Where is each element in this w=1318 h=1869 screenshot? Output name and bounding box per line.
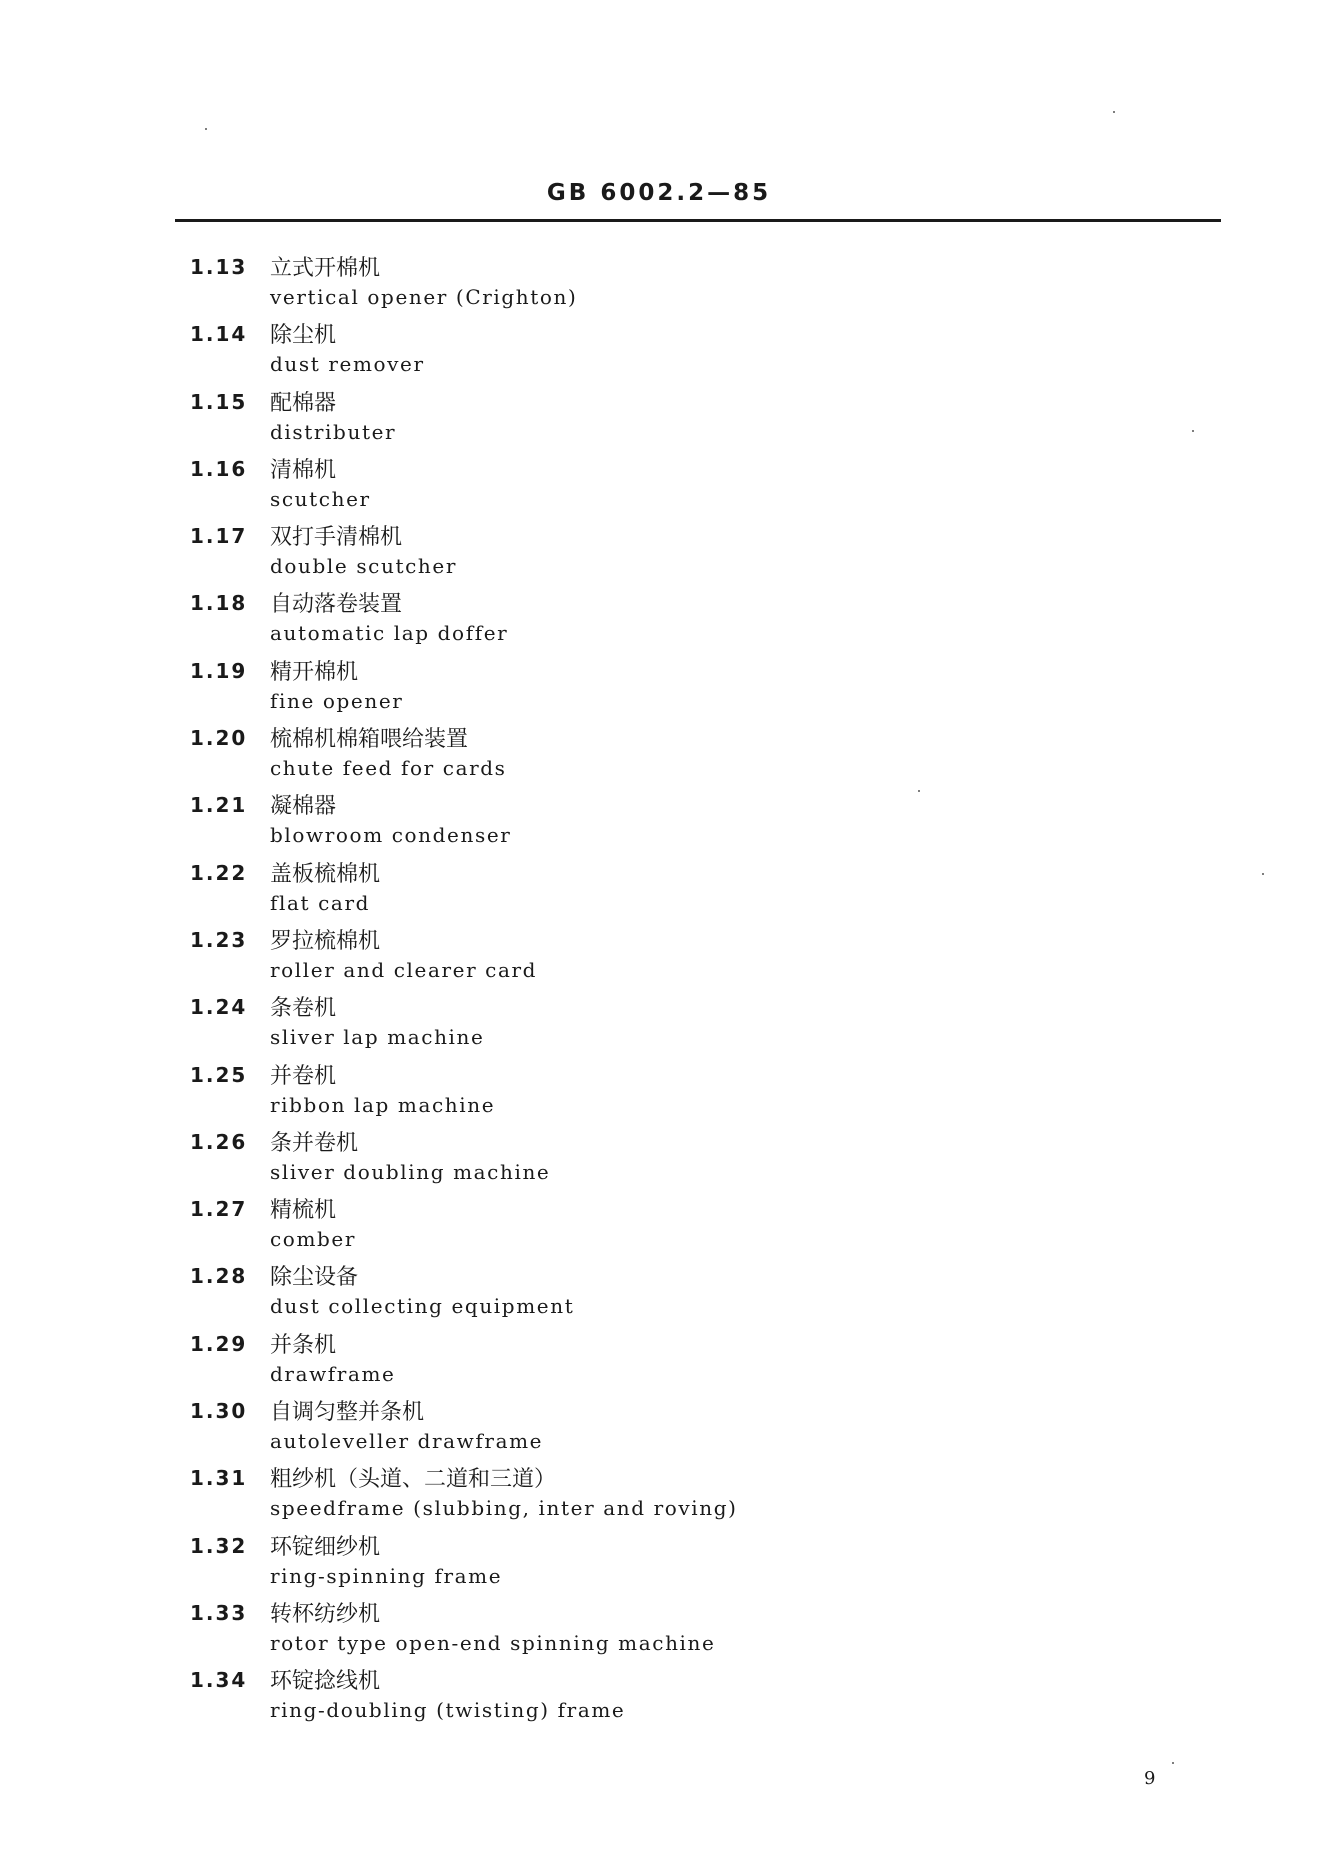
term-english: chute feed for cards (270, 756, 507, 781)
term-entry (190, 516, 1090, 583)
term-number: 1.25 (190, 1062, 248, 1087)
term-entry (190, 1593, 1090, 1660)
term-english: automatic lap doffer (270, 621, 509, 646)
term-chinese: 立式开棉机 (270, 256, 381, 281)
term-entry (190, 1256, 1090, 1323)
term-number: 1.31 (190, 1466, 248, 1491)
term-entry (190, 449, 1090, 516)
term-entry (190, 651, 1090, 718)
term-chinese: 条卷机 (270, 996, 337, 1022)
term-number: 1.15 (190, 389, 248, 414)
scan-speck (918, 790, 920, 792)
term-entry (190, 785, 1090, 852)
term-number: 1.34 (190, 1668, 248, 1693)
term-list (190, 247, 1090, 1728)
term-english: speedframe (slubbing, inter and roving) (270, 1496, 738, 1521)
term-entry (190, 314, 1090, 381)
term-chinese: 粗纱机（头道、二道和三道） (270, 1467, 557, 1493)
term-number: 1.17 (190, 524, 248, 549)
standard-code-header: GB 6002.2—85 (546, 180, 772, 206)
term-number: 1.19 (190, 658, 248, 683)
term-english: autoleveller drawframe (270, 1429, 544, 1454)
term-english: rotor type open-end spinning machine (270, 1630, 716, 1655)
term-entry (190, 1526, 1090, 1593)
term-chinese: 条并卷机 (270, 1130, 359, 1156)
term-entry (190, 1122, 1090, 1189)
term-entry (190, 247, 1090, 314)
term-number: 1.29 (190, 1331, 248, 1356)
term-entry (190, 853, 1090, 920)
scan-speck (1192, 430, 1194, 432)
term-number: 1.20 (190, 726, 248, 751)
term-chinese: 转杯纺纱机 (270, 1601, 381, 1627)
term-entry (190, 1324, 1090, 1391)
term-number: 1.26 (190, 1129, 248, 1154)
term-english: blowroom condenser (270, 823, 512, 848)
term-english: ring-doubling (twisting) frame (270, 1698, 626, 1723)
term-chinese: 精梳机 (270, 1198, 337, 1224)
term-chinese: 清棉机 (270, 457, 337, 483)
term-english: flat card (270, 890, 371, 915)
term-chinese: 自调匀整并条机 (270, 1400, 425, 1426)
term-english: vertical opener (Crighton) (270, 285, 578, 309)
term-chinese: 凝棉器 (270, 794, 337, 820)
term-english: fine opener (270, 688, 404, 713)
term-number: 1.23 (190, 927, 248, 952)
term-english: sliver doubling machine (270, 1159, 551, 1184)
term-chinese: 自动落卷装置 (270, 592, 403, 618)
term-chinese: 精开棉机 (270, 659, 359, 685)
scan-speck (205, 128, 207, 130)
term-english: roller and clearer card (270, 957, 538, 982)
term-english: distributer (270, 419, 397, 444)
term-chinese: 除尘机 (270, 323, 337, 349)
header-rule (175, 219, 1221, 222)
term-number: 1.32 (190, 1533, 248, 1558)
term-number: 1.18 (190, 591, 248, 616)
term-number: 1.22 (190, 860, 248, 885)
term-entry (190, 718, 1090, 785)
term-english: scutcher (270, 486, 371, 511)
scan-speck (1113, 111, 1115, 113)
term-english: ribbon lap machine (270, 1092, 496, 1117)
term-entry (190, 583, 1090, 650)
term-chinese: 并卷机 (270, 1063, 337, 1089)
term-number: 1.30 (190, 1399, 248, 1424)
term-chinese: 双打手清棉机 (270, 525, 403, 551)
term-entry (190, 987, 1090, 1054)
term-english: double scutcher (270, 554, 457, 579)
term-english: dust remover (270, 352, 425, 377)
term-chinese: 环锭细纱机 (270, 1534, 381, 1560)
term-number: 1.21 (190, 793, 248, 818)
term-entry (190, 1660, 1090, 1727)
term-number: 1.27 (190, 1197, 248, 1222)
term-entry (190, 1055, 1090, 1122)
term-number: 1.16 (190, 456, 248, 481)
term-number: 1.28 (190, 1264, 248, 1289)
term-chinese: 梳棉机棉箱喂给装置 (270, 727, 469, 753)
term-entry (190, 1391, 1090, 1458)
term-english: ring-spinning frame (270, 1563, 503, 1588)
term-number: 1.13 (190, 255, 248, 279)
term-number: 1.14 (190, 322, 248, 347)
term-entry (190, 382, 1090, 449)
term-english: drawframe (270, 1361, 396, 1386)
term-chinese: 配棉器 (270, 390, 337, 416)
term-chinese: 并条机 (270, 1332, 337, 1358)
term-entry (190, 1458, 1090, 1525)
term-chinese: 环锭捻线机 (270, 1669, 381, 1695)
term-english: sliver lap machine (270, 1025, 485, 1050)
term-chinese: 罗拉梳棉机 (270, 928, 381, 954)
scan-speck (1172, 1762, 1174, 1764)
term-number: 1.33 (190, 1600, 248, 1625)
term-english: comber (270, 1227, 357, 1252)
term-entry (190, 1189, 1090, 1256)
term-number: 1.24 (190, 995, 248, 1020)
term-english: dust collecting equipment (270, 1294, 575, 1319)
term-entry (190, 920, 1090, 987)
page-number: 9 (1144, 1768, 1156, 1789)
scan-speck (1262, 873, 1264, 875)
term-chinese: 盖板梳棉机 (270, 861, 381, 887)
term-chinese: 除尘设备 (270, 1265, 359, 1291)
